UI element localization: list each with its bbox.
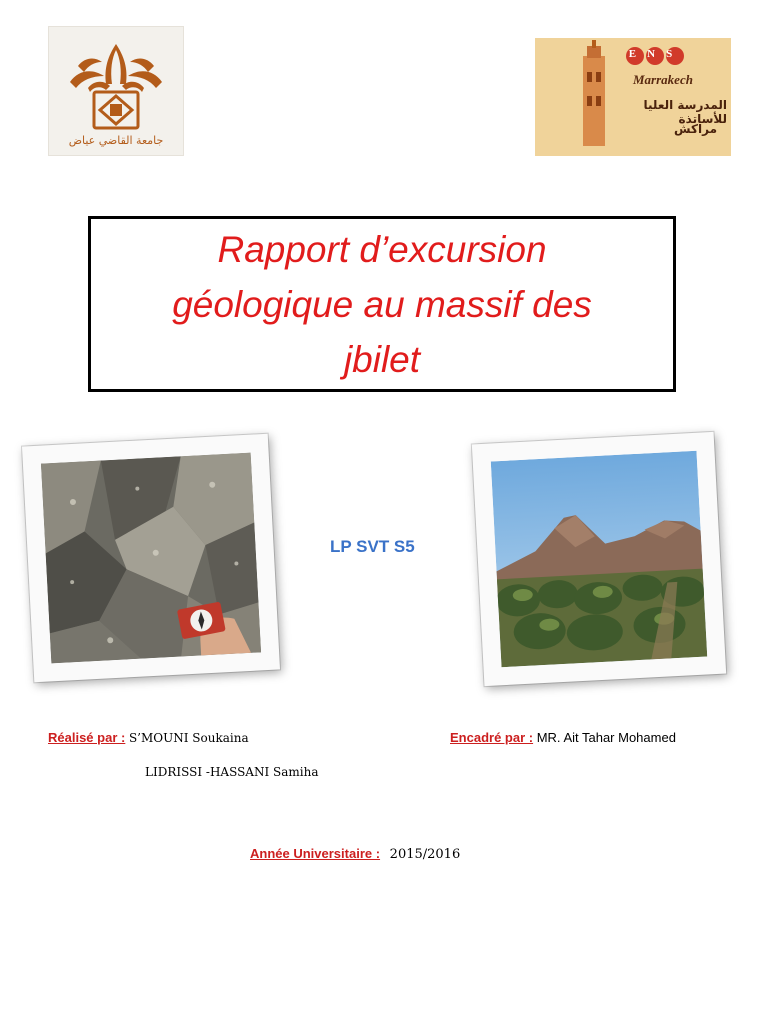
author-2: LIDRISSI -HASSANI Samiha bbox=[145, 765, 319, 779]
program-label: LP SVT S5 bbox=[330, 537, 415, 556]
university-caption: جامعة القاضي عياض bbox=[68, 134, 164, 147]
title-line-2: géologique au massif des bbox=[172, 283, 592, 325]
annee-value: 2015/2016 bbox=[389, 847, 461, 862]
title-box bbox=[88, 216, 676, 392]
author-1: S’MOUNI Soukaina bbox=[128, 731, 249, 745]
rock-compass-image bbox=[41, 453, 261, 664]
ens-arabic-line2: مراكش bbox=[674, 122, 717, 136]
rock-outcrop-photo bbox=[22, 434, 280, 683]
annee-label: Année Universitaire : bbox=[250, 846, 381, 861]
realise-par bbox=[48, 730, 249, 745]
university-logo bbox=[48, 26, 184, 156]
mountain-landscape-photo bbox=[472, 432, 726, 686]
title-line-3: jbilet bbox=[343, 338, 421, 380]
ens-city: Marrakech bbox=[633, 72, 693, 87]
mountain-landscape-image bbox=[491, 451, 707, 667]
encadre-label: Encadré par : bbox=[450, 730, 534, 745]
encadre-par bbox=[450, 730, 676, 745]
title-line-1: Rapport d’excursion bbox=[217, 228, 547, 270]
page-title bbox=[162, 222, 602, 387]
supervisor-name: MR. Ait Tahar Mohamed bbox=[536, 730, 676, 745]
annee-universitaire bbox=[250, 846, 460, 862]
ens-badge: ENS bbox=[628, 48, 684, 60]
ens-arabic-line1: المدرسة العليا للأساتذة bbox=[643, 98, 727, 126]
realise-label: Réalisé par : bbox=[48, 730, 126, 745]
ens-logo bbox=[535, 38, 731, 156]
